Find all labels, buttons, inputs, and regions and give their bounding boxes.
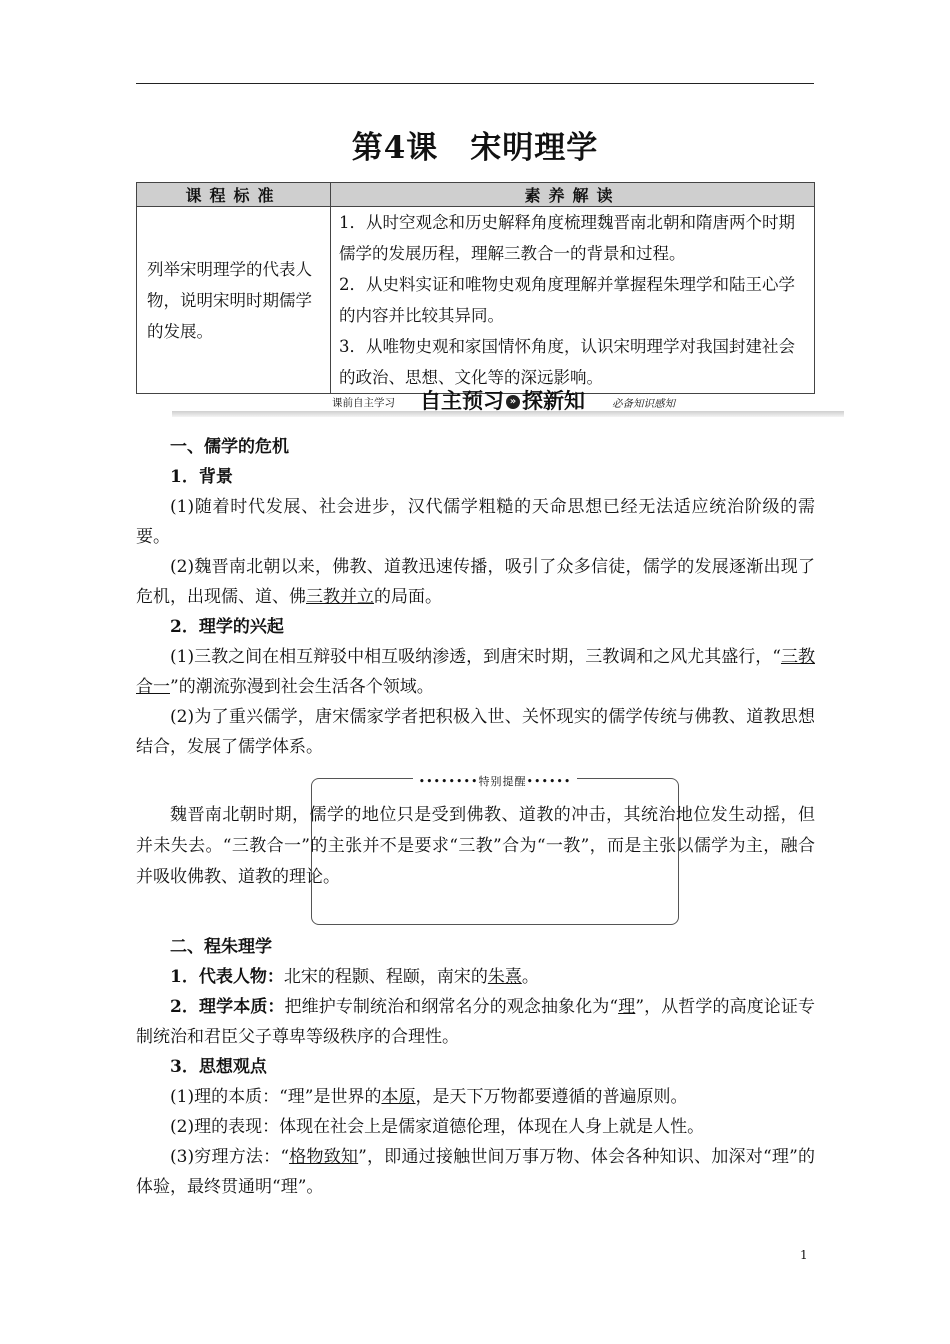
item-2-label: 2．理学本质： [170,997,285,1017]
banner-left-label: 课前自主学习 [332,397,395,409]
subheading-ideas: 3．思想观点 [170,1057,267,1077]
banner-arrow-icon: » [506,395,520,409]
paragraph-7-end: ”，即通过接触世间万事万物、体会各种知识、加深对“理”的体验，最终贯通明“理”。 [136,1147,815,1197]
banner-title-b: 探新知 [522,389,585,413]
top-rule [136,83,814,84]
lesson-title: 宋明理学 [470,130,599,166]
paragraph-5-end: ，是天下万物都要遵循的普遍原则。 [415,1087,688,1107]
subheading-rise: 2．理学的兴起 [170,617,284,637]
item-1-text: 北宋的程颢、程颐，南宋的 [283,967,488,987]
section-2 [136,932,815,1202]
paragraph-3-text: (1)三教之间在相互辩驳中相互吸纳渗透，到唐宋时期，三教调和之风尤其盛行，“ [170,647,781,667]
banner-title-a: 自主预习 [420,389,504,413]
section-banner [172,383,844,419]
header-course-standard: 课程标准 [137,183,331,207]
note-header-text: ••••••••特别提醒•••••• [413,775,578,788]
paragraph-5-text: (1)理的本质：“理”是世界的 [170,1087,382,1107]
paragraph-5 [136,1082,815,1112]
item-1-end: 。 [521,967,539,987]
item-2-end: ”，从哲学的高度论证专制统治和君臣父子尊卑等级秩序的合理性。 [136,997,815,1047]
item-2-text: 把维护专制统治和纲常名分的观念抽象化为“ [284,997,619,1017]
banner-title [420,385,585,415]
paragraph-2 [136,552,815,612]
section-1 [136,432,815,762]
literacy-item-3: 3．从唯物史观和家国情怀角度，认识宋明理学对我国封建社会的政治、思想、文化等的深远影响。 [339,337,795,387]
section-2-heading: 二、程朱理学 [170,937,272,957]
header-literacy: 素养解读 [331,183,815,207]
item-representatives [136,962,815,992]
paragraph-7-text: (3)穷理方法：“ [170,1147,290,1167]
literacy-list [331,207,815,394]
banner-right-label: 必备知识感知 [612,398,675,410]
keyword-sanjiao-bingli: 三教并立 [306,587,374,607]
section-1-heading: 一、儒学的危机 [170,437,289,457]
literacy-item-2: 2．从史料实证和唯物史观角度理解并掌握程朱理学和陆王心学的内容并比较其异同。 [339,275,795,325]
lesson-number: 第4课 [351,130,439,166]
paragraph-3-end: ”的潮流弥漫到社会生活各个领域。 [170,677,434,697]
keyword-gewu-zhizhi: 格物致知 [289,1147,359,1167]
note-header [312,770,678,789]
standards-table [136,182,815,394]
note-text: 魏晋南北朝时期，儒学的地位只是受到佛教、道教的冲击，其统治地位发生动摇，但并未失去。“三教合一”的主张并不是要求“三教”合为“一教”，而是主张以儒学为主，融合并吸收佛教、道教的理论。 [136,805,815,887]
paragraph-4: (2)为了重兴儒学，唐宋儒家学者把积极入世、关怀现实的儒学传统与佛教、道教思想结合，发展了儒学体系。 [136,707,815,757]
page-number: 1 [800,1248,808,1262]
subheading-background: 1．背景 [170,467,233,487]
paragraph-7 [136,1142,815,1202]
paragraph-6: (2)理的表现：体现在社会上是儒家道德伦理，体现在人身上就是人性。 [170,1117,705,1137]
literacy-item-1: 1．从时空观念和历史解释角度梳理魏晋南北朝和隋唐两个时期儒学的发展历程，理解三教合一的背景和过程。 [339,213,795,263]
keyword-sanjiao-heyi: 三教合一 [136,647,815,697]
keyword-benyuan: 本原 [381,1087,416,1107]
item-essence [136,992,815,1052]
paragraph-2-end: 的局面。 [374,587,442,607]
page-title [0,122,950,167]
item-1-label: 1．代表人物： [170,967,284,987]
course-standard-text: 列举宋明理学的代表人物，说明宋明时期儒学的发展。 [137,207,331,394]
keyword-li: 理 [618,997,636,1017]
paragraph-3 [136,642,815,702]
paragraph-1: (1)随着时代发展、社会进步，汉代儒学粗糙的天命思想已经无法适应统治阶级的需要。 [136,497,815,547]
paragraph-2-text: (2)魏晋南北朝以来，佛教、道教迅速传播，吸引了众多信徒，儒学的发展逐渐出现了危机，出现儒、道、佛 [136,557,815,607]
keyword-zhuxi: 朱熹 [487,967,522,987]
